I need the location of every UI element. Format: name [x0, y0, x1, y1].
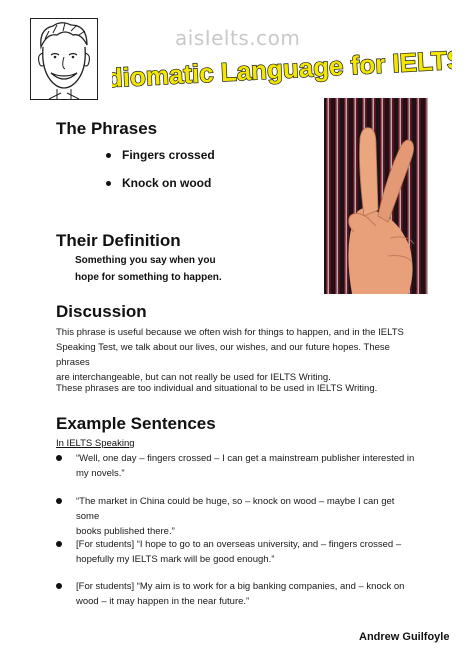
fabric-stripe: [337, 98, 338, 294]
discussion-heading: Discussion: [56, 302, 147, 321]
bullet-icon: [106, 181, 111, 186]
fabric-stripe: [418, 98, 419, 294]
fabric-stripe: [416, 98, 417, 294]
fabric-stripe: [344, 98, 345, 294]
list-item: [56, 537, 420, 567]
fabric-stripe: [347, 98, 348, 294]
examples-subheading: In IELTS Speaking: [56, 438, 135, 449]
phrases-list: [104, 148, 215, 204]
author-name: Andrew Guilfoyle: [359, 631, 450, 643]
list-item: [56, 451, 420, 481]
fabric-stripe: [346, 98, 347, 294]
phrase-text: Knock on wood: [122, 176, 212, 190]
list-item: [56, 494, 420, 539]
example-line: [For students] “My aim is to work for a big banking companies, and – knock on: [76, 581, 405, 592]
bullet-icon: [106, 153, 111, 158]
fabric-stripe: [335, 98, 336, 294]
fabric-stripe: [328, 98, 329, 294]
example-line: [For students] “I hope to go to an overseas university, and – fingers crossed –: [76, 539, 402, 550]
fabric-stripe: [326, 98, 327, 294]
phrase-text: Fingers crossed: [122, 148, 215, 162]
phrases-heading: The Phrases: [56, 119, 158, 138]
list-item: [104, 148, 215, 176]
site-watermark: aisIelts.com: [175, 26, 301, 50]
definition-text: [75, 252, 275, 286]
paragraph-line: Speaking Test, we talk about our lives, our wishes, and our future hopes. These phrases: [56, 342, 390, 368]
paragraph-line: This phrase is useful because we often wish for things to happen, and in the IELTS: [56, 327, 404, 338]
banner-title: [112, 44, 452, 92]
definition-line: Something you say when you: [75, 255, 216, 266]
discussion-paragraph-2: These phrases are too individual and situational to be used in IELTS Writing.: [56, 383, 378, 394]
list-item: [56, 579, 420, 609]
fabric-stripe: [425, 98, 426, 294]
example-line: “Well, one day – fingers crossed – I can get a mainstream publisher interested in: [76, 453, 415, 464]
bullet-icon: [56, 583, 62, 589]
crossed-fingers-photo: [324, 98, 428, 294]
definition-heading: Their Definition: [56, 231, 181, 250]
fabric-stripe: [329, 98, 330, 294]
paragraph-line: are interchangeable, but can not really be used for IELTS Writing.: [56, 372, 331, 383]
example-line: wood – it may happen in the near future.”: [76, 596, 250, 607]
banner-title-text: Idiomatic Language for IELTS: [112, 44, 452, 92]
cartoon-face-icon: [30, 18, 98, 100]
fabric-stripe: [338, 98, 339, 294]
example-line: “The market in China could be huge, so – knock on wood – maybe I can get some: [76, 496, 395, 522]
fabric-stripe: [419, 98, 420, 294]
bullet-icon: [56, 455, 62, 461]
example-line: my novels.”: [76, 468, 125, 479]
example-line: hopefully my IELTS mark will be good enough.”: [76, 554, 275, 565]
list-item: [104, 176, 215, 204]
bullet-icon: [56, 498, 62, 504]
definition-line: hope for something to happen.: [75, 272, 222, 283]
bullet-icon: [56, 541, 62, 547]
fabric-stripe: [427, 98, 428, 294]
example-line: books published there.”: [76, 526, 175, 537]
discussion-paragraph-1: [56, 325, 418, 385]
examples-heading: Example Sentences: [56, 414, 216, 433]
